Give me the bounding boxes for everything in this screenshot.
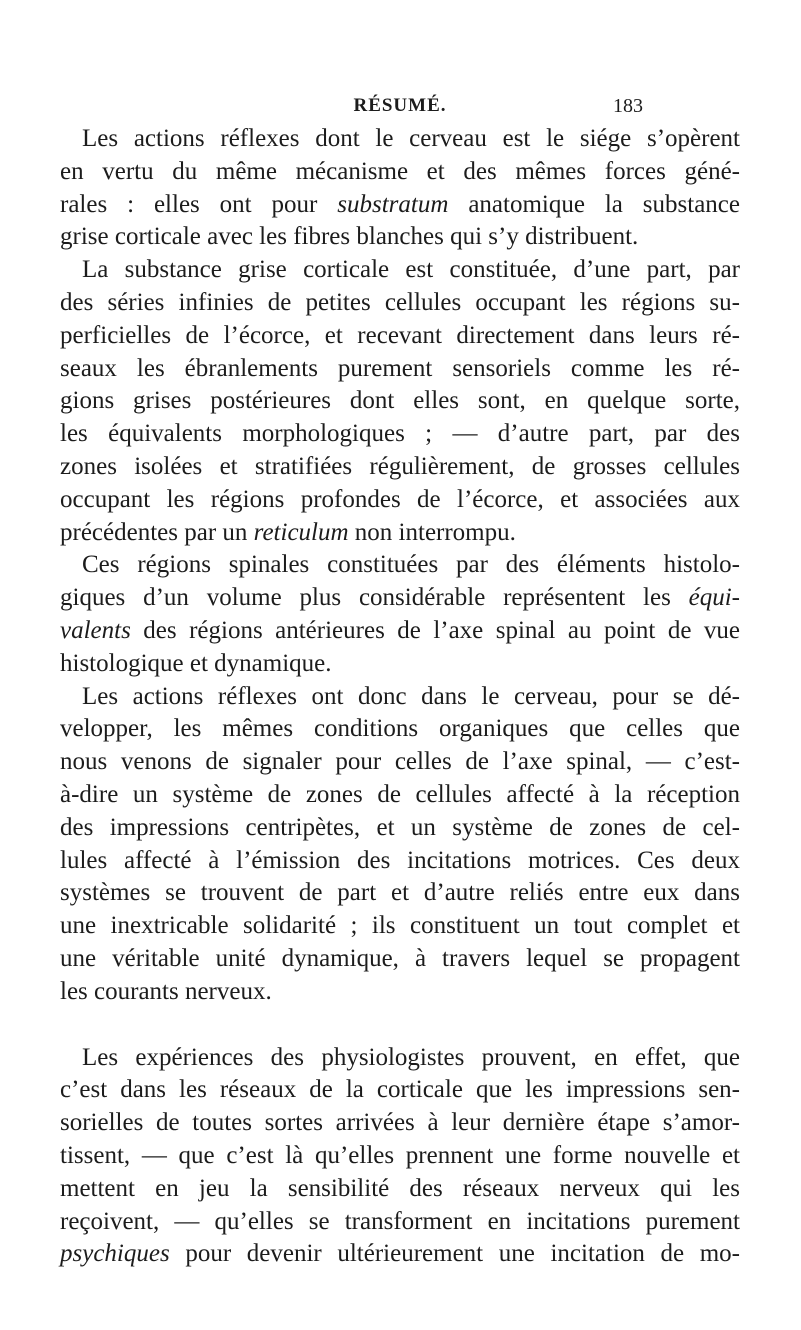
text-line: valents des régions antérieures de l’axe spinal au point de vue xyxy=(60,616,740,644)
text-line: histologique et dynamique. xyxy=(60,649,332,677)
text-line: Les actions réflexes ont donc dans le cerveau, pour se dé- xyxy=(82,682,740,710)
running-head xyxy=(0,95,801,125)
text-line: La substance grise corticale est constituée, d’une part, par xyxy=(82,256,740,284)
text-line: nous venons de signaler pour celles de l’axe spinal, — c’est- xyxy=(60,748,740,776)
text-line: occupant les régions profondes de l’écorce, et associées aux xyxy=(60,485,740,513)
text-line: des impressions centripètes, et un système de zones de cel- xyxy=(60,813,740,841)
text-line: systèmes se trouvent de part et d’autre reliés entre eux dans xyxy=(60,879,740,907)
text-line: Ces régions spinales constituées par des éléments histolo- xyxy=(82,551,740,579)
text-line: perficielles de l’écorce, et recevant directement dans leurs ré- xyxy=(60,321,740,349)
text-line: seaux les ébranlements purement sensoriels comme les ré- xyxy=(60,354,740,382)
text-line: rales : elles ont pour substratum anatomique la substance xyxy=(60,190,740,218)
text-line: précédentes par un reticulum non interrompu. xyxy=(60,518,516,546)
running-title: RÉSUMÉ. xyxy=(353,95,447,116)
text-line: reçoivent, — qu’elles se transforment en incitations purement xyxy=(60,1207,740,1235)
text-line: sorielles de toutes sortes arrivées à leur dernière étape s’amor- xyxy=(60,1109,740,1137)
text-line: grise corticale avec les fibres blanches qui s’y distribuent. xyxy=(60,223,639,251)
text-line: Les expériences des physiologistes prouvent, en effet, que xyxy=(82,1043,740,1071)
text-line: mettent en jeu la sensibilité des réseaux nerveux qui les xyxy=(60,1174,740,1202)
text-line: les courants nerveux. xyxy=(60,977,272,1005)
text-line: gions grises postérieures dont elles sont, en quelque sorte, xyxy=(60,387,740,415)
text-line: zones isolées et stratifiées régulièrement, de grosses cellules xyxy=(60,452,740,480)
text-line: une inextricable solidarité ; ils constituent un tout complet et xyxy=(60,912,740,940)
text-line: une véritable unité dynamique, à travers lequel se propagent xyxy=(60,944,740,972)
page-number: 183 xyxy=(613,95,643,117)
text-line: à-dire un système de zones de cellules affecté à la réception xyxy=(60,780,740,808)
text-line: c’est dans les réseaux de la corticale que les impressions sen- xyxy=(60,1076,740,1104)
text-line: giques d’un volume plus considérable représentent les équi- xyxy=(60,584,740,612)
text-line: en vertu du même mécanisme et des mêmes forces géné- xyxy=(60,157,740,185)
text-line: psychiques pour devenir ultérieurement une incitation de mo- xyxy=(60,1240,740,1268)
paragraph-gap xyxy=(60,1009,740,1042)
text-line: des séries infinies de petites cellules occupant les régions su- xyxy=(60,288,740,316)
text-line: les équivalents morphologiques ; — d’autre part, par des xyxy=(60,420,740,448)
text-line: Les actions réflexes dont le cerveau est le siége s’opèrent xyxy=(82,125,740,152)
body-text xyxy=(60,123,740,1271)
text-line: lules affecté à l’émission des incitations motrices. Ces deux xyxy=(60,846,740,874)
text-line: tissent, — que c’est là qu’elles prennent une forme nouvelle et xyxy=(60,1141,740,1169)
text-line: velopper, les mêmes conditions organiques que celles que xyxy=(60,715,740,743)
